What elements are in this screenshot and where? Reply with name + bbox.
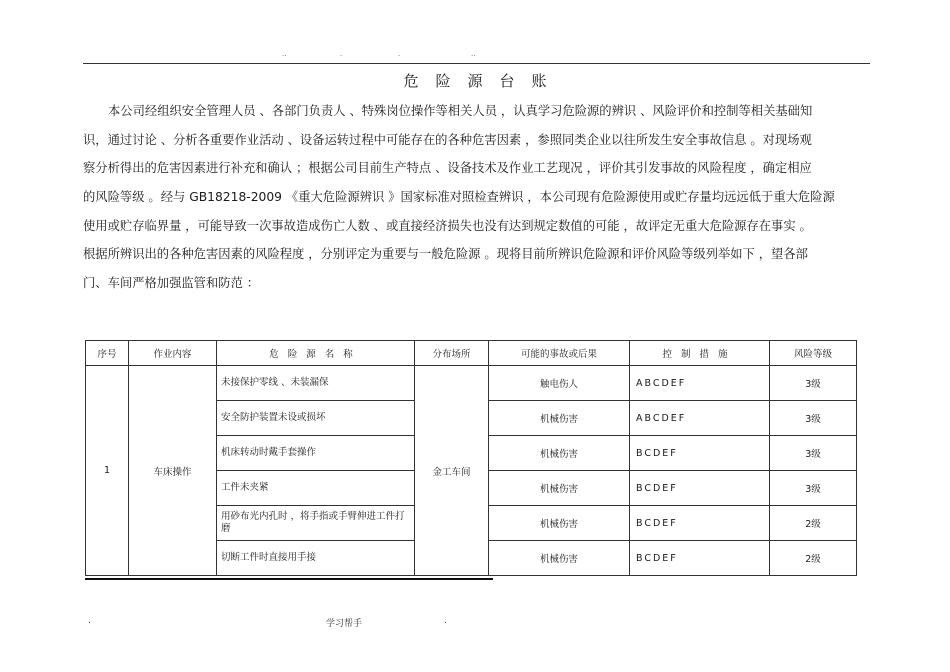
cell-seq: 1 [86,366,129,576]
cell-consequence: 触电伤人 [489,366,630,401]
page-title: 危险源台账 [403,72,564,90]
cell-hazard: 未接保护零线 、未装漏保 [217,366,415,401]
cell-hazard: 工件未夹紧 [217,471,415,506]
cell-risk: 2级 [770,541,857,576]
col-header-seq: 序号 [86,341,129,366]
col-header-risk: 风险等级 [770,341,857,366]
cell-control: ABCDEF [630,366,770,401]
intro-line: 门、车间严格加强监管和防范 ： [83,276,260,291]
cell-hazard: 用砂布光内孔时 ，将手指或手臂伸进工件打磨 [217,506,415,541]
col-header-hazard-text: 危险源名称 [269,349,362,360]
header-rule [83,63,870,64]
cell-risk: 2级 [770,506,857,541]
intro-line: 本公司经组织安全管理人员 、各部门负责人 、特殊岗位操作等相关人员 ，认真学习危险源的辨识 、风险评价和控制等相关基础知 [108,104,813,118]
header-mark: . [340,50,343,58]
intro-line: 的风险等级 。经与 GB18218-2009 《重大危险源辨识 》国家标准对照检查辨识 ，本公司现有危险源使用或贮存量均远远低于重大危险源 [83,190,835,205]
hazard-register-table [85,340,857,576]
cell-hazard: 机床转动时戴手套操作 [217,436,415,471]
col-header-control-text: 控制措施 [662,349,737,360]
cell-consequence: 机械伤害 [489,506,630,541]
col-header-control [630,341,770,366]
cell-consequence: 机械伤害 [489,471,630,506]
cell-risk: 3级 [770,436,857,471]
cell-risk: 3级 [770,366,857,401]
intro-line: 使用或贮存临界量 ，可能导致一次事故造成伤亡人数 、或直接经济损失也没有达到规定数值的可能 ，故评定无重大危险源存在事实 。 [83,218,812,233]
table-header-row [86,341,857,366]
col-header-hazard [217,341,415,366]
cell-consequence: 机械伤害 [489,436,630,471]
cell-hazard: 切断工件时直接用手接 [217,541,415,576]
header-marks [0,50,950,60]
col-header-location: 分布场所 [415,341,489,366]
page-footer [0,616,950,630]
footer-text: 学习帮手 [326,619,363,629]
cell-consequence: 机械伤害 [489,541,630,576]
cell-hazard: 安全防护装置未设或损坏 [217,401,415,436]
table-row [86,366,857,401]
col-header-activity: 作业内容 [129,341,217,366]
intro-line: 识，通过讨论 、分析各重要作业活动 、设备运转过程中可能存在的各种危害因素 ，参照同类企业以往所发生安全事故信息 。对现场观 [83,132,812,147]
header-mark: .. [282,50,287,58]
cell-risk: 3级 [770,401,857,436]
intro-line: 根据所辨识出的各种危害因素的风险程度 ，分别评定为重要与一般危险源 。现将目前所辨识危险源和评价风险等级列举如下 ，望各部 [83,247,808,262]
header-mark: . [398,50,401,58]
footer-mark-right: . [444,616,447,626]
cell-risk: 3级 [770,471,857,506]
cell-consequence: 机械伤害 [489,401,630,436]
header-mark: .. [471,50,476,58]
cell-control: BCDEF [630,436,770,471]
cell-control: BCDEF [630,471,770,506]
intro-line: 察分析得出的危害因素进行补充和确认 ；根据公司目前生产特点 、设备技术及作业工艺现况 ，评价其引发事故的风险程度 ，确定相应 [83,161,812,176]
cell-control: BCDEF [630,506,770,541]
cell-activity: 车床操作 [129,366,217,576]
cell-control: ABCDEF [630,401,770,436]
footer-mark-left: . [88,616,91,626]
col-header-consequence: 可能的事故或后果 [489,341,630,366]
cell-control: BCDEF [630,541,770,576]
intro-paragraph [83,97,873,298]
cell-location: 金工车间 [415,366,489,576]
table-bottom-rule [85,578,493,580]
